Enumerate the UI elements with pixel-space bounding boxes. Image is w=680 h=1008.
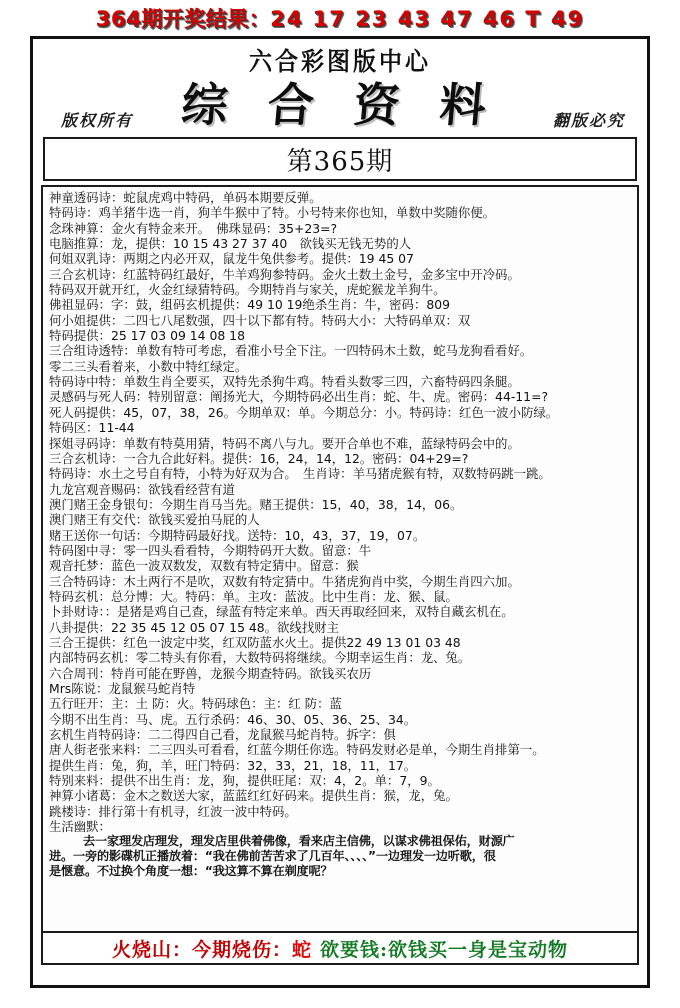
result-banner	[0, 0, 680, 36]
text-line: 八卦提供：22 35 45 12 05 07 15 48。欲线找财主	[49, 619, 339, 635]
text-line: 特别来料：提供不出生肖：龙，狗，提供旺尾：双：4，2。单：7，9。	[49, 773, 440, 789]
text-line: 今期不出生肖：马、虎。五行杀码：46、30、05、36、25、34。	[49, 711, 417, 727]
text-line: 零二三头看着来，小数中特红绿定。	[49, 358, 248, 374]
issue-box	[43, 137, 637, 181]
reprint-warning-note: 翻版必究	[552, 111, 625, 130]
text-line: 三合组诗透特：单数有特可考虑，看准小号全下注。一四特码木土数，蛇马龙狗看看好。	[49, 343, 533, 359]
bottom-bar-part3: 欲要钱:	[320, 938, 389, 961]
text-line: Mrs陈说：龙鼠猴马蛇肖特	[49, 681, 196, 696]
result-label: 364期开奖结果：	[95, 7, 271, 31]
humor-line-1: 去一家理发店理发，理发店里供着佛像，看来店主信佛，以谋求佛祖保佑，财源广	[83, 834, 515, 849]
bottom-bar-part4: 欲钱买一身是宝动物	[388, 938, 569, 961]
text-line: 何姐双乳诗：两期之内必开双，鼠龙牛兔供参考。提供：19 45 07	[49, 251, 414, 267]
result-numbers: 24 17 23 43 47 46 T 49	[270, 7, 585, 31]
text-line: 生活幽默：	[49, 819, 111, 835]
text-line: 唐人街老张来料：二三四头可看看，红蓝今期任你选。特码发财必是单，今期生肖排第一。	[49, 742, 545, 758]
text-line: 观音托梦：蓝色一波双数发，双数有特定猜中。留意：猴	[49, 558, 359, 574]
text-line: 内部特码玄机：零二特头有你看，大数特码将继续。今期幸运生肖：龙、兔。	[49, 650, 471, 666]
text-line: 特码诗：鸡羊猪牛选一肖，狗羊牛猴中了特。小号特来你也知，单数中奖随你便。	[49, 205, 496, 221]
text-line: 电脑推算：龙，提供：10 15 43 27 37 40 欲钱买无钱无势的人	[49, 236, 412, 252]
humor-paragraph	[49, 834, 631, 878]
text-line: 念珠神算：金火有特金来开。 佛珠显码：35+23=?	[49, 220, 338, 236]
text-line: 澳门赌王金身银句：今期生肖马当先。赌王提供：15，40，38，14，06。	[49, 496, 463, 512]
text-line: 三合玄机诗：红蓝特码红最好，牛羊鸡狗参特码。金火土数土金号，金多宝中开冷码。	[49, 266, 520, 282]
text-line: 三合特码诗：木土两行不是吹，双数有特定猜中。牛猪虎狗肖中奖，今期生肖四六加。	[49, 573, 520, 589]
text-line: 何小姐提供：二四七八尾数强，四十以下都有特。特码大小：大特码单双：双	[49, 312, 471, 328]
text-line: 提供生肖：兔，狗，羊，旺门特码：32，33，21，18，11，17。	[49, 757, 417, 773]
poster-frame	[30, 36, 650, 988]
text-line: 特码诗：水土之号自有特，小特为好双为合。 生肖诗：羊马猪虎猴有特，双数特码跳一跳。	[49, 466, 551, 482]
text-line: 灵感码与死人码：特别留意：阐扬光大，今期特码必出生肖：蛇、牛、虎。密码：44-11=?	[49, 389, 549, 405]
text-line: 三合王提供：红色一波定中奖，红双防蓝水火土。提供22 49 13 01 03 48	[49, 634, 461, 650]
bottom-bar-part2: 蛇	[291, 938, 312, 961]
text-line-list	[49, 190, 631, 834]
humor-line-2: 进。一旁的影碟机正播放着：“我在佛前苦苦求了几百年、、、、”一边理发一边听歌，很	[49, 849, 496, 864]
humor-line-3: 是惬意。不过换个角度一想：“我这算不算在剃度呢？	[49, 863, 333, 878]
text-line: 玄机生肖特码诗：二二得四自己看，龙鼠猴马蛇肖特。拆字：俱	[49, 727, 396, 743]
text-line: 跳楼诗：排行第十有机寻，红波一波中特码。	[49, 803, 297, 819]
text-line: 神童透码诗：蛇鼠虎鸡中特码，单码本期要反弹。	[49, 190, 322, 205]
text-line: 神算小诸葛：金木之数送大家，蓝蓝红红好码来。提供生肖：猴，龙，兔。	[49, 788, 458, 804]
text-line: 特码区：11-44	[49, 420, 135, 436]
issue-label: 第365期	[286, 146, 394, 177]
text-line: 特码诗中特：单数生肖全要买，双特先杀狗牛鸡。特看头数零三四，六畜特码四条腿。	[49, 374, 520, 390]
text-line: 三合玄机诗：一合九合此好料。提供：16，24，14，12。密码：04+29=?	[49, 450, 469, 466]
text-line: 探姐寻码诗：单数有特莫用猜，特码不离八与九。要开合单也不难，蓝绿特码会中的。	[49, 435, 520, 451]
text-line: 佛祖显码：字：鼓，组码玄机提供：49 10 19绝杀生肖：牛，密码：809	[49, 297, 450, 313]
text-line: 特码玄机：总分博：大。特码：单。主攻：蓝波。比中生肖：龙、猴、鼠。	[49, 588, 458, 604]
text-line: 赌王送你一句话：今期特码最好找。送特：10，43，37，19，07。	[49, 527, 426, 543]
content-body	[41, 185, 639, 931]
text-line: 特码提供：25 17 03 09 14 08 18	[49, 328, 245, 344]
text-line: 五行旺开：主：土 防：火。特码球色：主：红 防：蓝	[49, 696, 342, 712]
bottom-highlight-bar	[41, 931, 639, 965]
text-line: 特码图中寻：零一四头看看特，今期特码开大数。留意：牛	[49, 542, 372, 558]
bottom-bar-part1: 火烧山：今期烧伤：	[111, 938, 292, 961]
text-line: 特码双开就开红，火金红绿猜特码。今期特肖与家关，虎蛇猴龙羊狗牛。	[49, 282, 446, 298]
copyright-note: 版权所有	[61, 111, 134, 130]
masthead	[33, 39, 647, 137]
text-line: 六合周刊：特肖可能在野兽，龙猴今期查特码。欲钱买农历	[49, 665, 372, 681]
text-line: 澳门赌王有交代：欲钱买爱拍马屁的人	[49, 512, 260, 528]
text-line: 卜卦财诗：：是猪是鸡自己查，绿蓝有特定来单。西天再取经回来，双特自藏玄机在。	[49, 604, 514, 620]
result-banner-text	[96, 3, 584, 33]
masthead-top-title: 六合彩图版中心	[249, 47, 431, 77]
text-line: 死人码提供：45，07，38，26。今期单双：单。今期总分：小。特码诗：红色一波小防绿。	[49, 404, 559, 420]
text-line: 九龙宫观音赐码：欲钱看经营有道	[49, 481, 235, 497]
masthead-big-title: 综 合 资 料	[179, 78, 501, 132]
